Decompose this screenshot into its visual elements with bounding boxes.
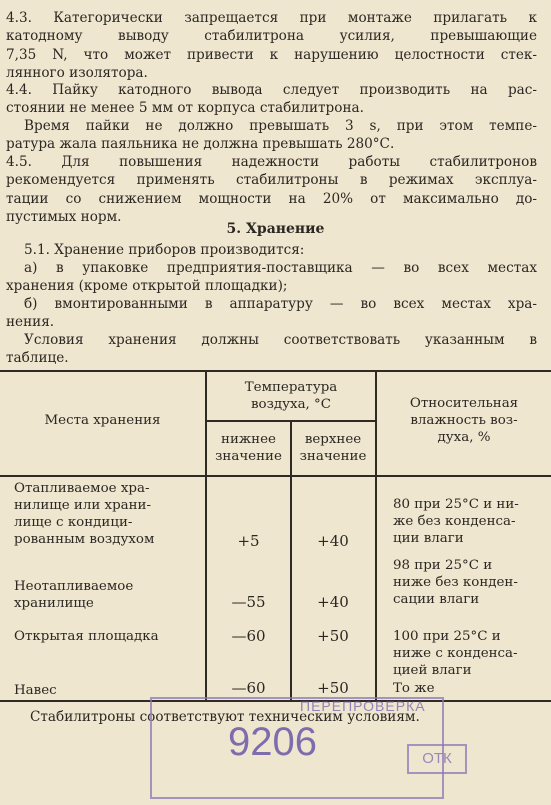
table-header-rule — [0, 475, 551, 477]
text-line: ратура жала паяльника не должна превышать 280°С. — [6, 136, 395, 152]
text-line: хранения (кроме открытой площадки); — [6, 278, 288, 294]
table-subheader-rule — [207, 420, 375, 422]
table-row-place: Неотапливаемое хранилище — [14, 579, 134, 611]
stamp-number: 9206 — [228, 720, 317, 764]
section-heading: 5. Хранение — [226, 221, 325, 237]
header-lower: нижнее значение — [215, 432, 282, 464]
table-row-lower: +5 — [237, 532, 260, 550]
otk-stamp: ОТК — [407, 744, 467, 774]
stamp-label: ПЕРЕПРОВЕРКА — [300, 698, 426, 714]
conformity-statement: Стабилитроны соответствуют техническим условиям. — [30, 709, 420, 725]
text-line: стоянии не менее 5 мм от корпуса стабилитрона. — [6, 100, 364, 117]
paragraph-5-1-a — [24, 259, 537, 277]
text-line: катодному выводу стабилитрона усилия, превышающие — [6, 28, 537, 45]
paragraph-4-5 — [6, 153, 537, 227]
text-line: а) в упаковке предприятия-поставщика — во всех местах — [24, 260, 537, 276]
paragraph-conditions — [24, 331, 537, 349]
paragraph-5-1-title — [24, 241, 537, 259]
text-line: Условия хранения должны соответствовать указанным в — [24, 332, 537, 348]
text-line: тации со снижением мощности на 20% от максимально до- — [6, 190, 537, 207]
header-place: Места хранения — [44, 413, 161, 428]
header-humidity: Относительная влажность воз- духа, % — [409, 396, 519, 445]
text-line: 4.4. Пайку катодного вывода следует производить на рас- — [6, 82, 537, 98]
table-row-lower: —55 — [231, 593, 266, 611]
text-line: Время пайки не должно превышать 3 s, при этом темпе- — [24, 118, 537, 134]
text-line: рекомендуется применять стабилитроны в режимах эксплуа- — [6, 172, 537, 189]
table-row-humidity: То же — [393, 681, 435, 696]
paragraph-4-4-temp — [6, 135, 537, 153]
table-row-upper: +50 — [317, 679, 349, 697]
table-row-place: Открытая площадка — [14, 629, 159, 644]
text-line: 7,35 N, что может привести к нарушению целостности стек- — [6, 46, 537, 63]
table-row-upper: +40 — [317, 593, 349, 611]
text-line: пустимых норм. — [6, 209, 122, 226]
table-row-upper: +50 — [317, 627, 349, 645]
text-line: 4.5. Для повышения надежности работы стабилитронов — [6, 154, 537, 170]
paragraph-5-1-b-cont — [6, 313, 537, 331]
table-row-lower: —60 — [231, 679, 266, 697]
text-line: 4.3. Категорически запрещается при монтаже прилагать к — [6, 10, 537, 26]
table-row-humidity: 100 при 25°С и ниже с конденса- цией влаги — [393, 629, 518, 678]
paragraph-4-4-time — [24, 117, 537, 135]
paragraph-4-4 — [6, 81, 537, 118]
header-upper: верхнее значение — [299, 432, 367, 464]
table-row-upper: +40 — [317, 532, 349, 550]
text-line: нения. — [6, 314, 55, 330]
table-row-place: Отапливаемое хра- нилище или храни- лище с кондици- рованным воздухом — [14, 481, 155, 547]
paragraph-conditions-cont — [6, 349, 537, 367]
paragraph-5-1-a-cont — [6, 277, 537, 295]
table-row-place: Навес — [14, 683, 57, 698]
text-line: 5.1. Хранение приборов производится: — [24, 242, 305, 258]
text-line: б) вмонтированными в аппаратуру — во всех местах хра- — [24, 296, 537, 312]
text-line: таблице. — [6, 350, 69, 366]
paragraph-4-3 — [6, 9, 537, 83]
table-row-humidity: 80 при 25°С и ни- же без конденса- ции влаги — [393, 497, 519, 546]
paragraph-5-1-b — [24, 295, 537, 313]
table-row-lower: —60 — [231, 627, 266, 645]
table-top-rule — [0, 370, 551, 372]
table-row-humidity: 98 при 25°С и ниже без конден- сации влаги — [393, 558, 518, 607]
header-temperature: Температура воздуха, °С — [244, 380, 338, 412]
text-line: лянного изолятора. — [6, 65, 148, 82]
